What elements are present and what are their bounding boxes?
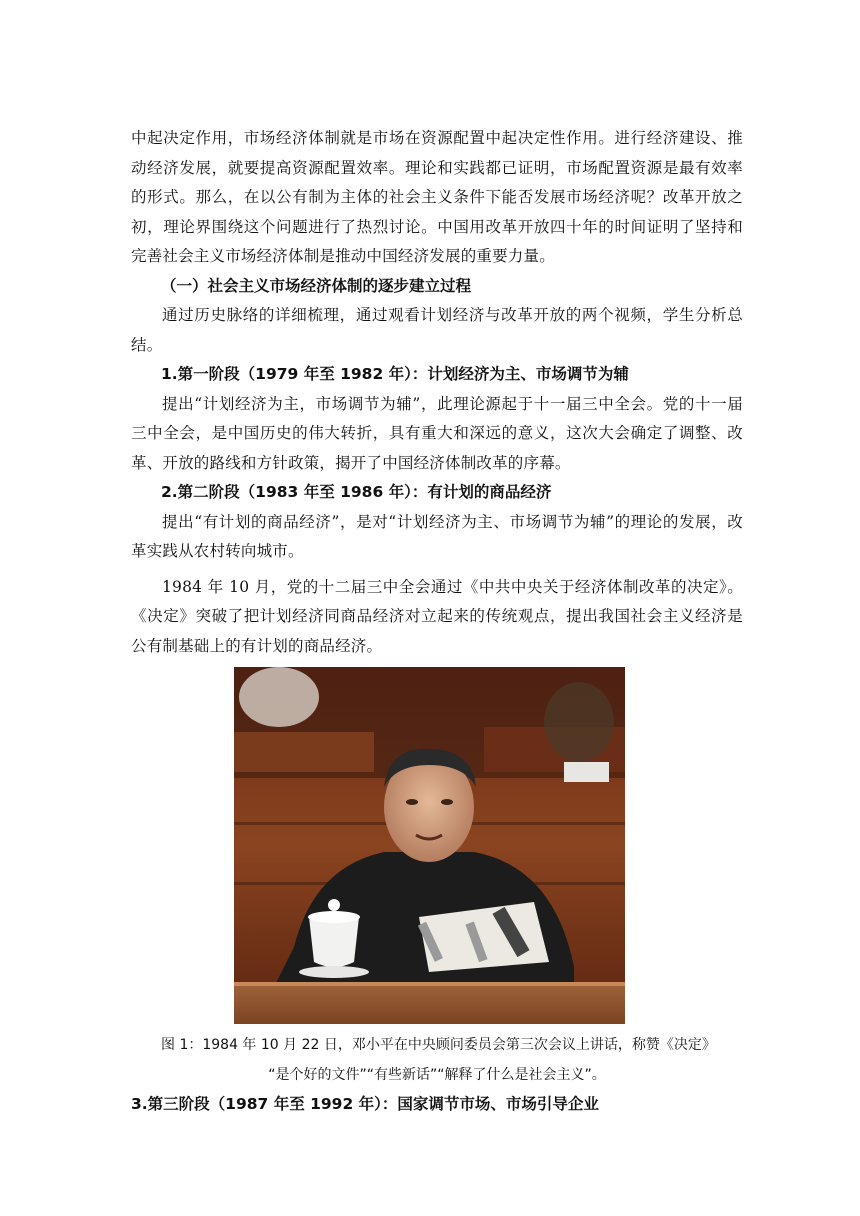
stage2-paragraph: 提出“有计划的商品经济”，是对“计划经济为主、市场调节为辅”的理论的发展，改革实践从农村转向城市。 xyxy=(131,512,743,560)
stage3-heading: 3.第三阶段（1987 年至 1992 年）：国家调节市场、市场引导企业 xyxy=(131,1095,599,1113)
caption-line-1: 图 1：1984 年 10 月 22 日，邓小平在中央顾问委员会第三次会议上讲话，称赞《决定》 xyxy=(161,1037,716,1053)
document-body xyxy=(131,124,743,1120)
section-heading: （一）社会主义市场经济体制的逐步建立过程 xyxy=(161,276,472,295)
intro-paragraph: 通过历史脉络的详细梳理，通过观看计划经济与改革开放的两个视频，学生分析总结。 xyxy=(131,306,743,354)
stage2-heading: 2.第二阶段（1983 年至 1986 年）：有计划的商品经济 xyxy=(161,483,552,501)
stage1-heading: 1.第一阶段（1979 年至 1982 年）：计划经济为主、市场调节为辅 xyxy=(161,365,629,383)
stage1-paragraph: 提出“计划经济为主，市场调节为辅”，此理论源起于十一届三中全会。党的十一届三中全会，是中国历史的伟大转折，具有重大和深远的意义，这次大会确定了调整、改革、开放的路线和方针政策，揭开了中国经济体制改革的序幕。 xyxy=(131,394,743,472)
speaker-photo xyxy=(234,667,625,1024)
caption-line-2: “是个好的文件”“有些新话”“解释了什么是社会主义”。 xyxy=(268,1067,606,1083)
figure-caption xyxy=(131,1030,743,1090)
photo-figure xyxy=(234,667,625,1024)
paragraph-market-economy: 中起决定作用，市场经济体制就是市场在资源配置中起决定性作用。进行经济建设、推动经济发展，就要提高资源配置效率。理论和实践都已证明，市场配置资源是最有效率的形式。那么，在以公有制为主体的社会主义条件下能否发展市场经济呢？改革开放之初，理论界围绕这个问题进行了热烈讨论。中国用改革开放四十年的时间证明了坚持和完善社会主义市场经济体制是推动中国经济发展的重要力量。 xyxy=(131,129,743,265)
stage2-paragraph-2: 1984 年 10 月，党的十二届三中全会通过《中共中央关于经济体制改革的决定》。《决定》突破了把计划经济同商品经济对立起来的传统观点，提出我国社会主义经济是公有制基础上的有计划的商品经济。 xyxy=(131,577,743,655)
